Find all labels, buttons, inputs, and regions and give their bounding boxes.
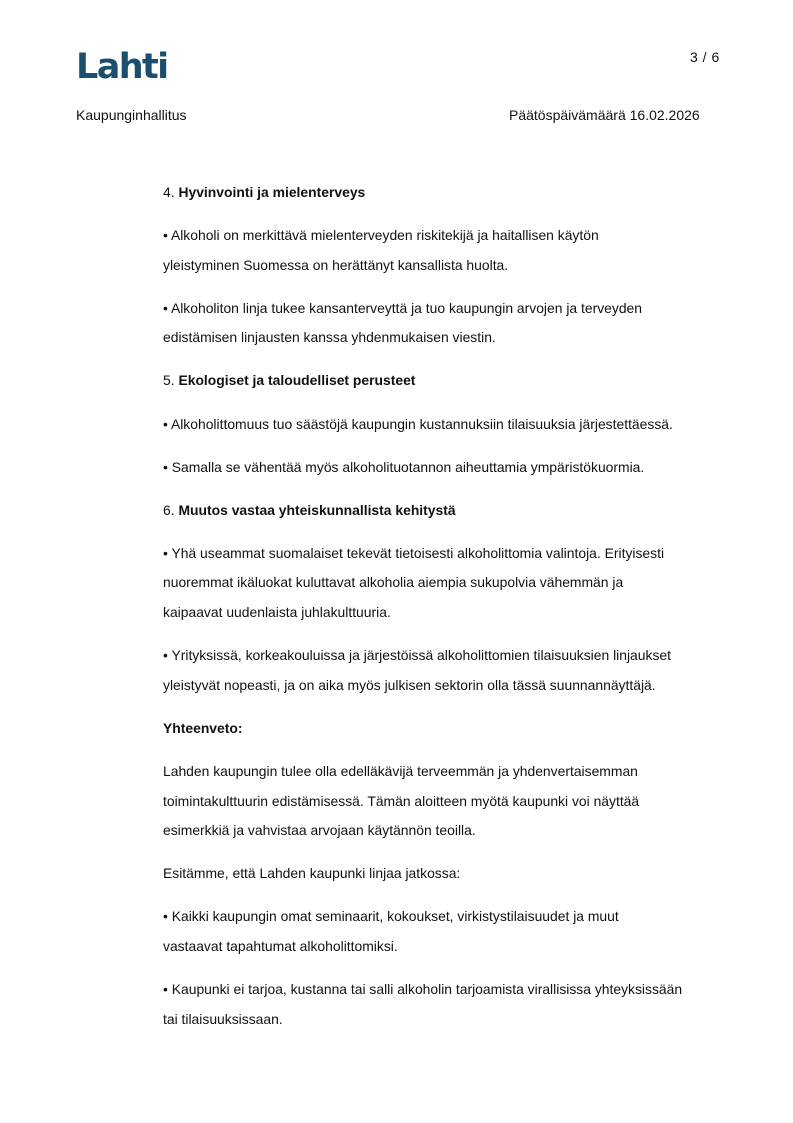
text-line: • Alkoholi on merkittävä mielenterveyden riskitekijä ja haitallisen käytön (163, 227, 599, 244)
section-number: 6. (163, 501, 179, 518)
text-line: • Alkoholittomuus tuo säästöjä kaupungin kustannuksiin tilaisuuksia järjestettäessä. (163, 415, 673, 432)
svg-text:Lahti: Lahti (76, 48, 168, 82)
proposal-intro (163, 859, 723, 889)
decision-date: Päätöspäivämäärä 16.02.2026 (509, 107, 700, 123)
lahti-logo (76, 48, 168, 82)
text-line: tai tilaisuuksissaan. (163, 1010, 283, 1027)
text-line: yleistyminen Suomessa on herättänyt kansallista huolta. (163, 256, 509, 273)
section-title: Ekologiset ja taloudelliset perusteet (178, 372, 416, 389)
text-line: edistämisen linjausten kanssa yhdenmukaisen viestin. (163, 329, 496, 346)
summary-paragraph (163, 757, 723, 846)
bullet-paragraph (163, 975, 723, 1034)
section-number: 5. (163, 372, 179, 389)
bullet-paragraph (163, 294, 723, 353)
bullet-paragraph (163, 410, 723, 440)
section-title: Muutos vastaa yhteiskunnallista kehitystä (178, 501, 456, 518)
bullet-paragraph (163, 902, 723, 961)
text-line: esimerkkiä ja vahvistaa arvojaan käytännön teoilla. (163, 822, 476, 839)
text-line: toimintakulttuurin edistämisessä. Tämän aloitteen myötä kaupunki voi näyttää (163, 792, 640, 809)
document-body (163, 178, 723, 1048)
section-5-heading (163, 366, 723, 396)
page-number: 3 / 6 (690, 49, 720, 65)
section-4-heading (163, 178, 723, 208)
text-line: nuoremmat ikäluokat kuluttavat alkoholia aiempia sukupolvia vähemmän ja (163, 574, 624, 591)
text-line: • Alkoholiton linja tukee kansanterveyttä ja tuo kaupungin arvojen ja terveyden (163, 299, 642, 316)
bullet-paragraph (163, 539, 723, 628)
text-line: kaipaavat uudenlaista juhlakulttuuria. (163, 604, 391, 621)
organization-name: Kaupunginhallitus (76, 107, 187, 123)
text-line: • Samalla se vähentää myös alkoholituotannon aiheuttamia ympäristökuormia. (163, 458, 645, 475)
text-line: Lahden kaupungin tulee olla edelläkävijä terveemmän ja yhdenvertaisemman (163, 762, 638, 779)
text-line: Esitämme, että Lahden kaupunki linjaa jatkossa: (163, 865, 461, 882)
text-line: • Yhä useammat suomalaiset tekevät tietoisesti alkoholittomia valintoja. Erityisesti (163, 544, 665, 561)
section-number: 4. (163, 184, 179, 200)
bullet-paragraph (163, 641, 723, 700)
text-line: vastaavat tapahtumat alkoholittomiksi. (163, 937, 398, 954)
text-line: • Kaupunki ei tarjoa, kustanna tai salli alkoholin tarjoamista virallisissa yhteyksissään (163, 980, 683, 997)
summary-heading: Yhteenveto: (163, 719, 243, 736)
text-line: yleistyvät nopeasti, ja on aika myös julkisen sektorin olla tässä suunnannäyttäjä. (163, 676, 656, 693)
bullet-paragraph (163, 453, 723, 483)
section-title: Hyvinvointi ja mielenterveys (178, 184, 366, 200)
text-line: • Kaikki kaupungin omat seminaarit, kokoukset, virkistystilaisuudet ja muut (163, 908, 619, 925)
bullet-paragraph (163, 221, 723, 280)
text-line: • Yrityksissä, korkeakouluissa ja järjestöissä alkoholittomien tilaisuuksien linjaukset (163, 647, 671, 664)
section-6-heading (163, 496, 723, 526)
